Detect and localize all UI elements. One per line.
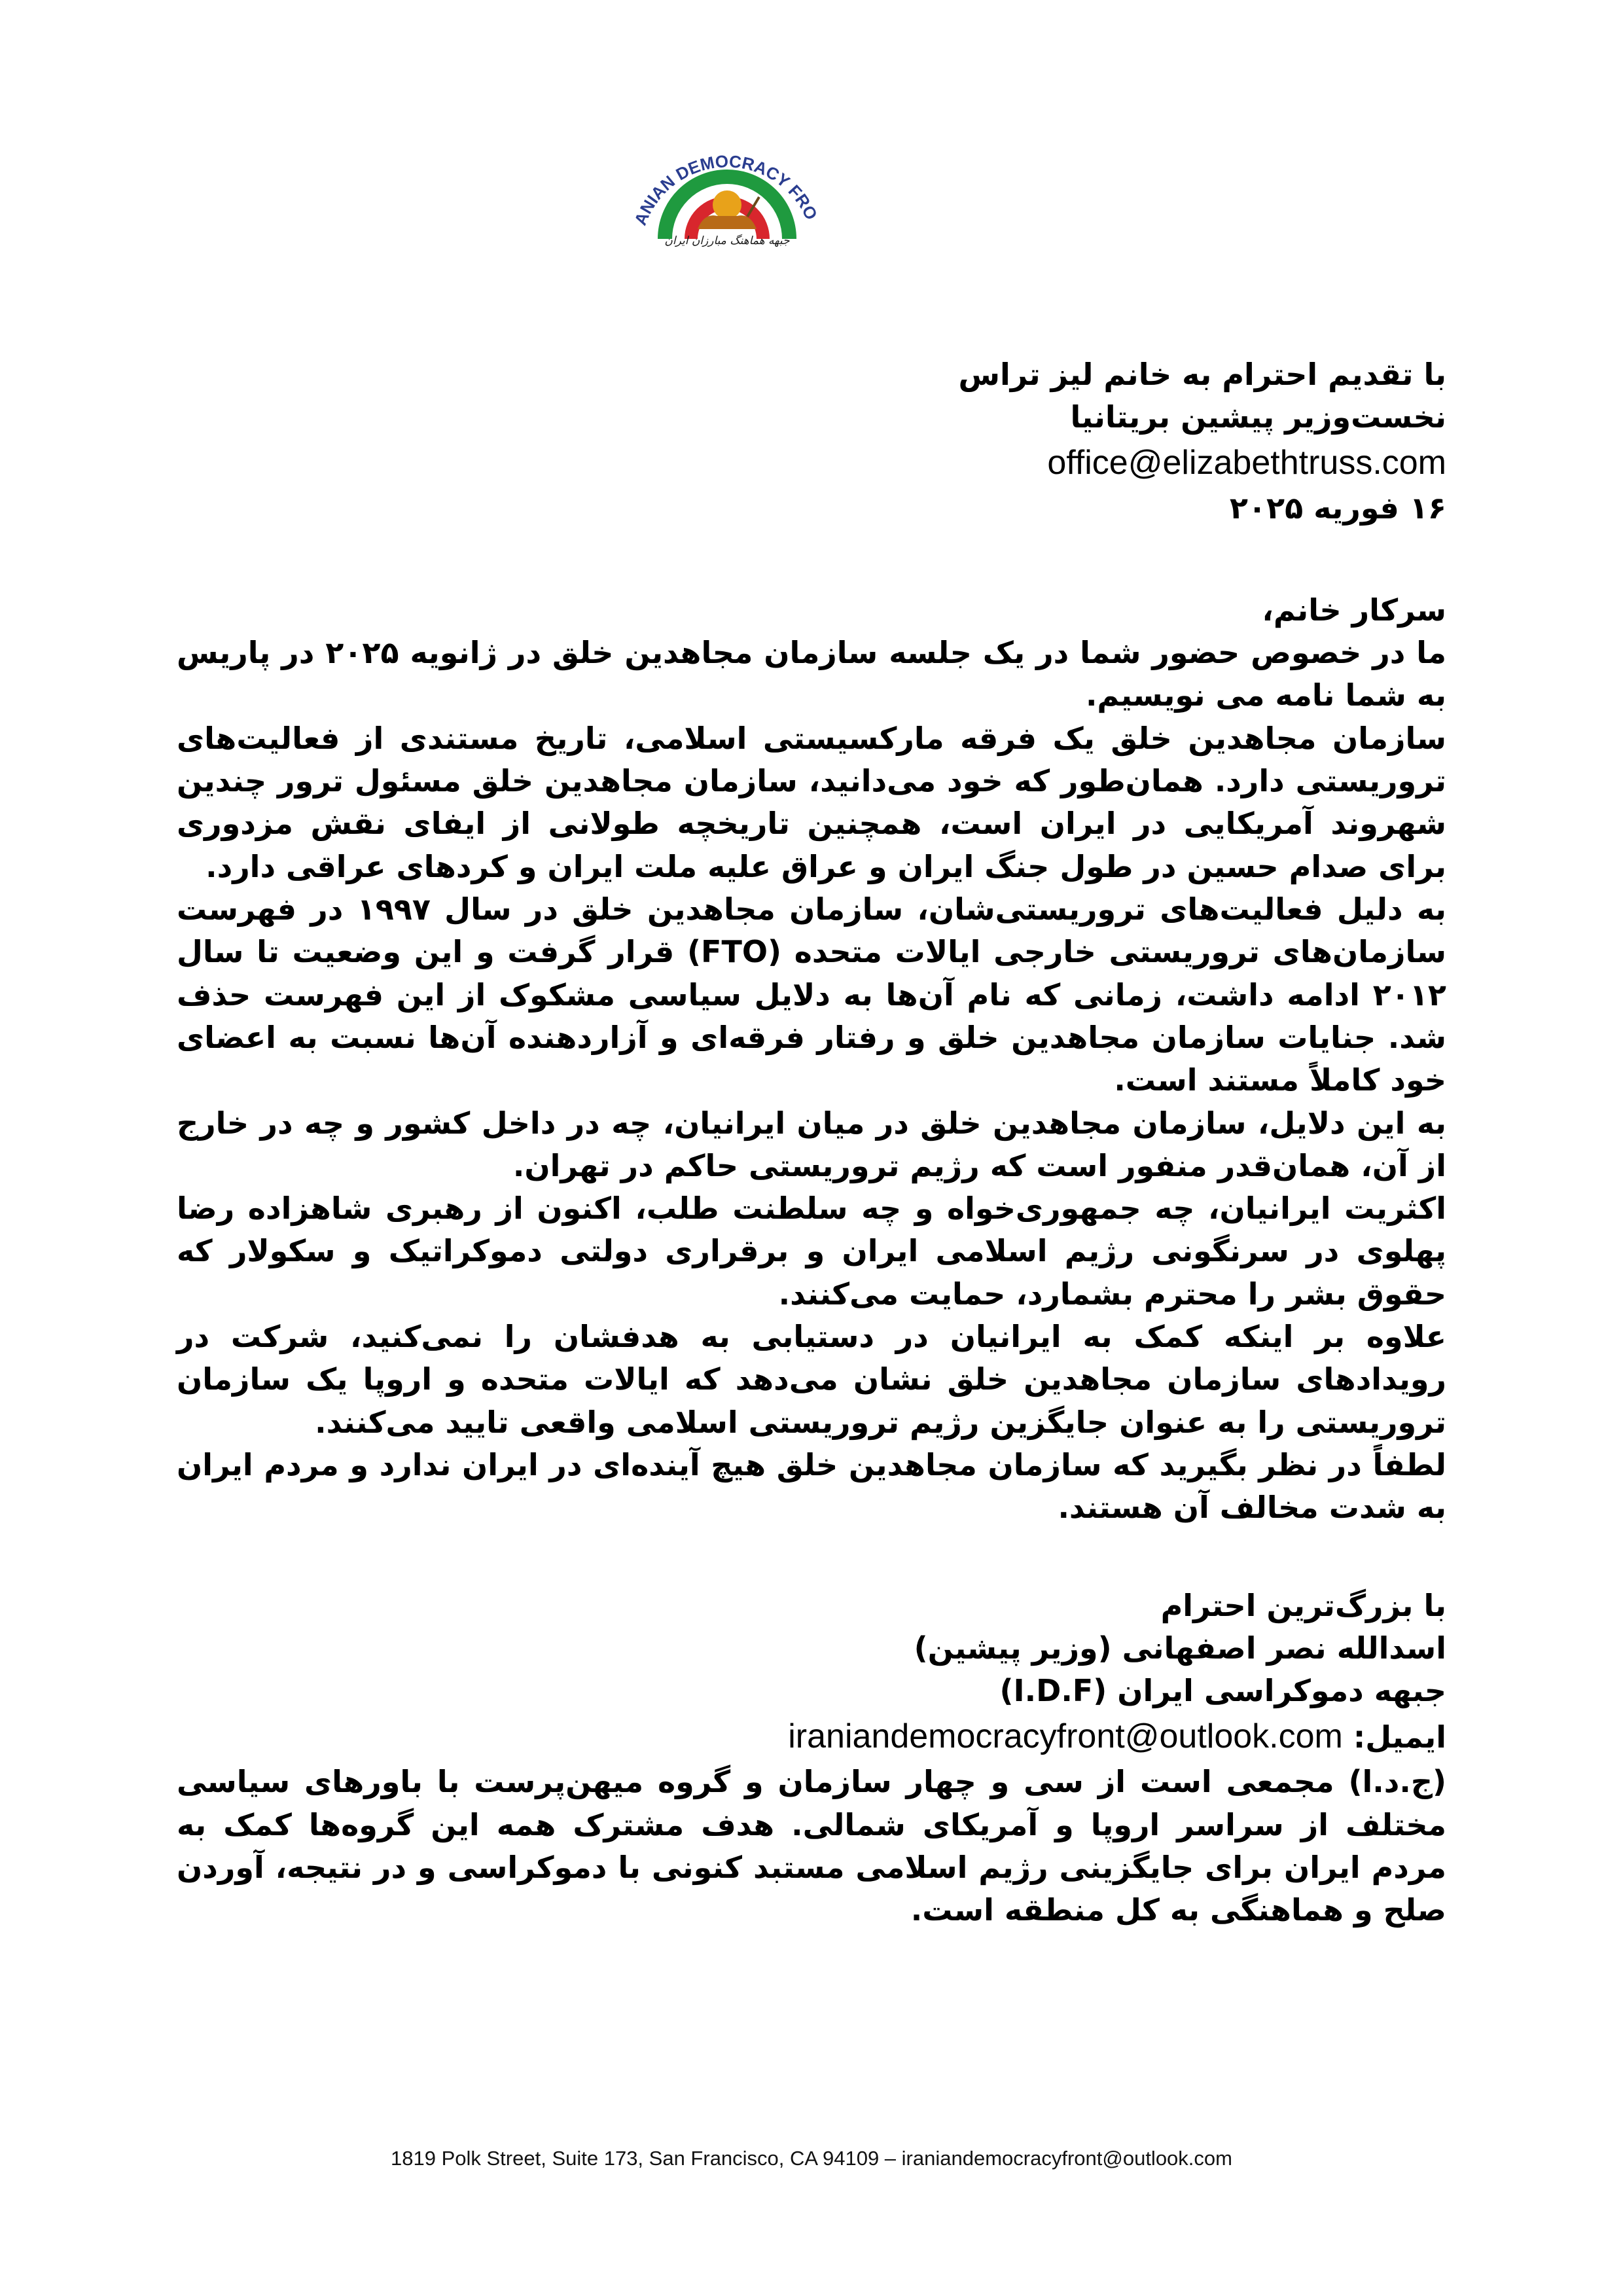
signer-organization: جبهه دموکراسی ایران (I.D.F)	[999, 1673, 1446, 1709]
paragraph: به این دلایل، سازمان مجاهدین خلق در میان ایرانیان، چه در داخل کشور و چه در خارج از آن، همان‌قدر منفور است که رژیم تروریستی حاکم در تهران.	[177, 1105, 1446, 1183]
signer-email: iraniandemocracyfront@outlook.com	[788, 1717, 1343, 1755]
signer-email-line	[177, 1713, 1446, 1761]
addressee-line: با تقدیم احترام به خانم لیز تراس	[958, 357, 1446, 392]
paragraph: ما در خصوص حضور شما در یک جلسه سازمان مجاهدین خلق در ژانویه ۲۰۲۵ در پاریس به شما نامه می نویسیم.	[177, 635, 1446, 713]
addressee-email: office@elizabethtruss.com	[1047, 443, 1446, 482]
paragraph: اکثریت ایرانیان، چه جمهوری‌خواه و چه سلطنت طلب، اکنون از رهبری شاهزاده رضا پهلوی در سرنگونی رژیم اسلامی ایران و برقراری دولتی دموکراتیک و سکولار که حقوق بشر را محترم بشمارد، حمایت می‌کنند.	[177, 1191, 1446, 1312]
closing-regards: با بزرگ‌ترین احترام	[1160, 1587, 1446, 1623]
paragraph: سازمان مجاهدین خلق یک فرقه مارکسیستی اسلامی، تاریخ مستندی از فعالیت‌های تروریستی دارد. همان‌طور که خود می‌دانید، سازمان مجاهدین خلق مسئول ترور چندین شهروند آمریکایی در ایران است، همچنین تاریخچه طولانی از ایفای نقش مزدوری برای صدام حسین در طول جنگ ایران و عراق علیه ملت ایران و کردهای عراقی دارد.	[177, 720, 1446, 884]
letter-date: ۱۶ فوریه ۲۰۲۵	[1229, 490, 1446, 526]
paragraph: علاوه بر اینکه کمک به ایرانیان در دستیابی به هدفشان را نمی‌کنید، شرکت در رویدادهای سازمان مجاهدین خلق نشان می‌دهد که ایالات متحده و اروپا یک سازمان تروریستی را به عنوان جایگزین رژیم تروریستی اسلامی واقعی تایید می‌کنند.	[177, 1319, 1446, 1440]
organization-logo	[619, 101, 835, 247]
paragraph: لطفاً در نظر بگیرید که سازمان مجاهدین خلق هیچ آینده‌ای در ایران ندارد و مردم ایران به شدت مخالف آن هستند.	[177, 1447, 1446, 1526]
email-label: ایمیل:	[1353, 1719, 1446, 1755]
signer-name: اسدالله نصر اصفهانی (وزیر پیشین)	[914, 1630, 1446, 1666]
lion-and-sun-emblem-icon	[619, 101, 835, 247]
addressee-position: نخست‌وزیر پیشین بریتانیا	[1070, 399, 1446, 435]
organization-description: (ج.د.ا) مجمعی است از سی و چهار سازمان و گروه میهن‌پرست با باورهای سیاسی مختلف از سراسر اروپا و آمریکای شمالی. هدف مشترک همه این گروه‌ها کمک به مردم ایران برای جایگزینی رژیم اسلامی مستبد کنونی با دموکراسی و در نتیجه، آوردن صلح و هماهنگی به کل منطقه است.	[177, 1764, 1446, 1928]
footer-address: 1819 Polk Street, Suite 173, San Francisco, CA 94109 – iraniandemocracyfront@outlook.com	[391, 2147, 1232, 2170]
paragraph: به دلیل فعالیت‌های تروریستی‌شان، سازمان مجاهدین خلق در سال ۱۹۹۷ در فهرست سازمان‌های تروریستی خارجی ایالات متحده (FTO) قرار گرفت و این وضعیت تا سال ۲۰۱۲ ادامه داشت، زمانی که نام آن‌ها به دلایل سیاسی مشکوک از این فهرست حذف شد. جنایات سازمان مجاهدین خلق و رفتار فرقه‌ای و آزاردهنده آن‌ها نسبت به اعضای خود کاملاً مستند است.	[177, 891, 1447, 1098]
logo-arc-text: ANIAN DEMOCRACY FRO	[630, 151, 822, 228]
logo-persian-text: جبهه هماهنگ مبارزان ایران	[664, 234, 790, 247]
letter-body	[177, 353, 1446, 1932]
salutation: سرکار خانم،	[1262, 592, 1446, 628]
